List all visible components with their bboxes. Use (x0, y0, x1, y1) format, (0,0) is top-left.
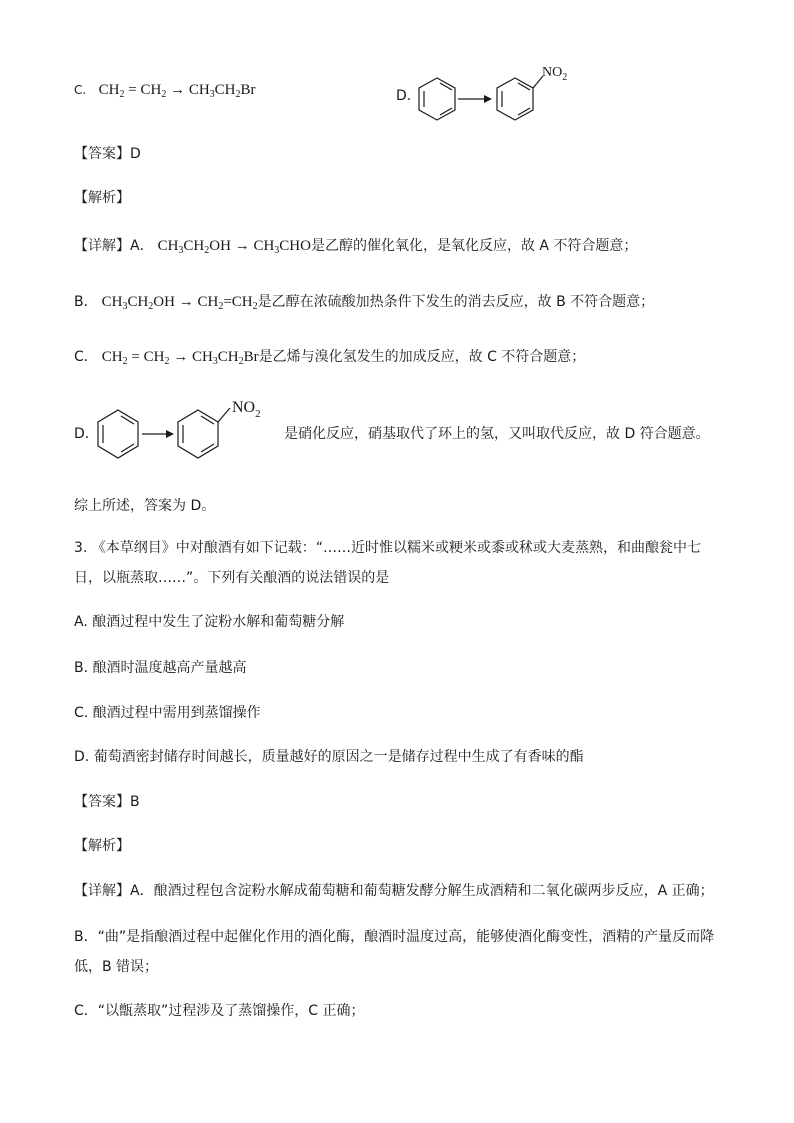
q2-summary: 综上所述，答案为 D。 (74, 498, 216, 514)
option-c-formula: $CH_2 = CH_2 \to CH_3CH_2Br$ (98, 82, 256, 100)
option-d-label: D. (396, 88, 412, 104)
detail-benzene-nitration-diagram (92, 392, 288, 472)
q3-detail-b-line-1: B．“曲”是指酿酒过程中起催化作用的酒化酶，酿酒时温度过高，能够使酒化酶变性，酒精的产量反而降 (74, 929, 715, 945)
detail-benzene-ring-2 (178, 408, 230, 458)
q3-option-d: D. 葡萄酒密封储存时间越长，质量越好的原因之一是储存过程中生成了有香味的酯 (74, 749, 584, 765)
q2-detail-b: B． $CH_3CH_2OH \to CH_2=CH_2$是乙醇在浓硫酸加热条件下发生的消去反应，故 B 不符合题意； (74, 294, 655, 312)
benzene-to-nitrobenzene-diagram (412, 60, 592, 130)
detail-nitro-group-label: $NO_2$ (232, 399, 261, 420)
q3-stem-line-2: 日，以瓶蒸取……”。下列有关酿酒的说法错误的是 (74, 570, 390, 586)
q2-answer: 【答案】D (74, 146, 141, 162)
q2-detail-d-prefix: D． (74, 426, 99, 442)
option-c-line (74, 80, 256, 100)
q3-option-b: B. 酿酒时温度越高产量越高 (74, 660, 247, 676)
q2-detail-d-text: 是硝化反应，硝基取代了环上的氢，又叫取代反应，故 D 符合题意。 (284, 426, 710, 442)
q3-analysis-label: 【解析】 (74, 838, 130, 854)
q2-detail-c: C． $CH_2 = CH_2 \to CH_3CH_2Br$是乙烯与溴化氢发生的加成反应，故 C 不符合题意； (74, 349, 586, 367)
q3-option-c: C. 酿酒过程中需用到蒸馏操作 (74, 705, 261, 721)
q2-detail-a: 【详解】A． $CH_3CH_2OH \to CH_3CHO$是乙醇的催化氧化，是氧化反应，故 A 不符合题意； (74, 238, 638, 256)
reaction-arrow-icon (458, 95, 492, 103)
benzene-ring-1 (419, 78, 455, 120)
q3-detail-c: C．“以甑蒸取”过程涉及了蒸馏操作，C 正确； (74, 1003, 365, 1019)
benzene-ring-2 (497, 76, 543, 120)
detail-reaction-arrow-icon (142, 430, 174, 438)
q3-detail-a: 【详解】A．酿酒过程包含淀粉水解成葡萄糖和葡萄糖发酵分解生成酒精和二氧化碳两步反应，A 正确； (74, 883, 714, 899)
q2-analysis-label: 【解析】 (74, 190, 130, 206)
q3-stem-line-1: 3. 《本草纲目》中对酿酒有如下记载：“……近时惟以糯米或粳米或黍或秫或大麦蒸熟，和曲酿瓮中七 (74, 540, 702, 556)
q3-detail-b-line-2: 低，B 错误； (74, 959, 159, 975)
q3-option-a: A. 酿酒过程中发生了淀粉水解和葡萄糖分解 (74, 614, 345, 630)
nitro-group-label: $NO_2$ (542, 65, 568, 83)
option-c-label: C. (74, 83, 87, 97)
detail-benzene-ring-1 (98, 410, 138, 458)
q3-answer: 【答案】B (74, 794, 140, 810)
